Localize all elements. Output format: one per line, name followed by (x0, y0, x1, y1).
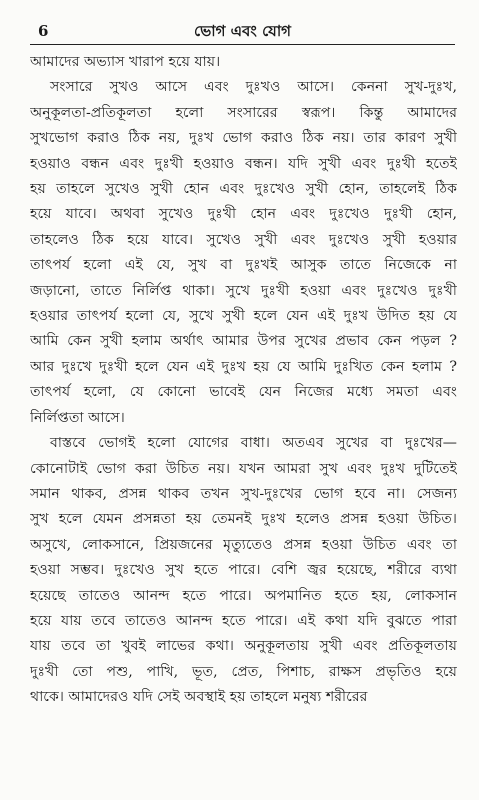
page-number: 6 (38, 22, 49, 40)
text-line: অনুকূলতা-প্রতিকূলতা হলো সংসারের স্বরূপ। কিন্তু আমাদের (30, 104, 457, 121)
text-line: তাৎপর্য হলো, যে কোনো ভাবেই যেন নিজের মধ্যে সমতা এবং (30, 384, 457, 401)
text-line: আমি কেন সুখী হলাম অর্থাৎ আমার উপর সুখের প্রভাব কেন পড়ল ? (30, 333, 457, 350)
text-line: সুখ হলে যেমন প্রসন্নতা হয় তেমনই দুঃখ হলেও প্রসন্ন হওয়া উচিত। (30, 511, 457, 528)
text-line: বাস্তবে ভোগই হলো যোগের বাধা। অতএব সুখের বা দুঃখের— (50, 435, 457, 452)
text-line: অসুখে, লোকসানে, প্রিয়জনের মৃত্যুতেও প্রসন্ন হওয়া উচিত এবং তা (30, 536, 457, 553)
text-line: নির্লিপ্ততা আসে। (30, 409, 125, 426)
text-line: তাহলেও ঠিক হয়ে যাবে। সুখেও সুখী এবং দুঃখেও সুখী হওয়ার (30, 231, 457, 248)
text-line: জড়ানো, তাতে নির্লিপ্ত থাকা। সুখে দুঃখী হওয়া এবং দুঃখেও দুঃখী (30, 282, 457, 299)
text-line: হয়ে যাবে। অথবা সুখেও দুঃখী হোন এবং দুঃখেও দুঃখী হোন, (30, 206, 457, 223)
text-line: হওয়াও বন্ধন এবং দুঃখী হওয়াও বন্ধন। যদি সুখী এবং দুঃখী হতেই (30, 155, 457, 172)
text-line: দুঃখী তো পশু, পাখি, ভূত, প্রেত, পিশাচ, রাক্ষস প্রভৃতিও হয়ে (30, 663, 457, 680)
text-line: আর দুঃখে দুঃখী হলে যেন এই দুঃখ হয় যে আমি দুঃখিত কেন হলাম ? (30, 358, 457, 375)
header-rule (30, 44, 455, 45)
body-text (30, 50, 457, 711)
text-line: সুখভোগ করাও ঠিক নয়, দুঃখ ভোগ করাও ঠিক নয়। তার কারণ সুখী (30, 130, 457, 147)
text-line: আমাদের অভ্যাস খারাপ হয়ে যায়। (30, 54, 221, 70)
text-line: কোনোটাই ভোগ করা উচিত নয়। যখন আমরা সুখ এবং দুঃখ দুটিতেই (30, 460, 457, 477)
text-line: হয়ে যায় তবে তাতেও আনন্দ হতে পারে। এই কথা যদি বুঝতে পারা (30, 612, 457, 629)
text-line: যায় তবে তা খুবই লাভের কথা। অনুকূলতায় সুখী এবং প্রতিকূলতায় (30, 638, 457, 655)
text-line: হয়েছে তাতেও আনন্দ হতে পারে। অপমানিত হতে হয়, লোকসান (30, 587, 457, 604)
text-line: হওয়ার তাৎপর্য হলো যে, সুখে সুখী হলে যেন এই দুঃখ উদিত হয় যে (30, 308, 457, 325)
page-header (30, 18, 455, 44)
running-title: ভোগ এবং যোগ (193, 22, 291, 40)
text-line: সংসারে সুখও আসে এবং দুঃখও আসে। কেননা সুখ-দুঃখ, (50, 79, 457, 96)
text-line: হয় তাহলে সুখেও সুখী হোন এবং দুঃখেও সুখী হোন, তাহলেই ঠিক (30, 181, 457, 198)
text-line: সমান থাকব, প্রসন্ন থাকব তখন সুখ-দুঃখের ভোগ হবে না। সেজন্য (30, 485, 457, 502)
text-line: তাৎপর্য হলো এই যে, সুখ বা দুঃখই আসুক তাতে নিজেকে না (30, 257, 457, 274)
text-line: হওয়া সম্ভব। দুঃখেও সুখ হতে পারে। বেশি জ্বর হয়েছে, শরীরে ব্যথা (30, 562, 457, 579)
text-line: থাকে। আমাদেরও যদি সেই অবস্থাই হয় তাহলে মনুষ্য শরীরের (30, 689, 368, 706)
